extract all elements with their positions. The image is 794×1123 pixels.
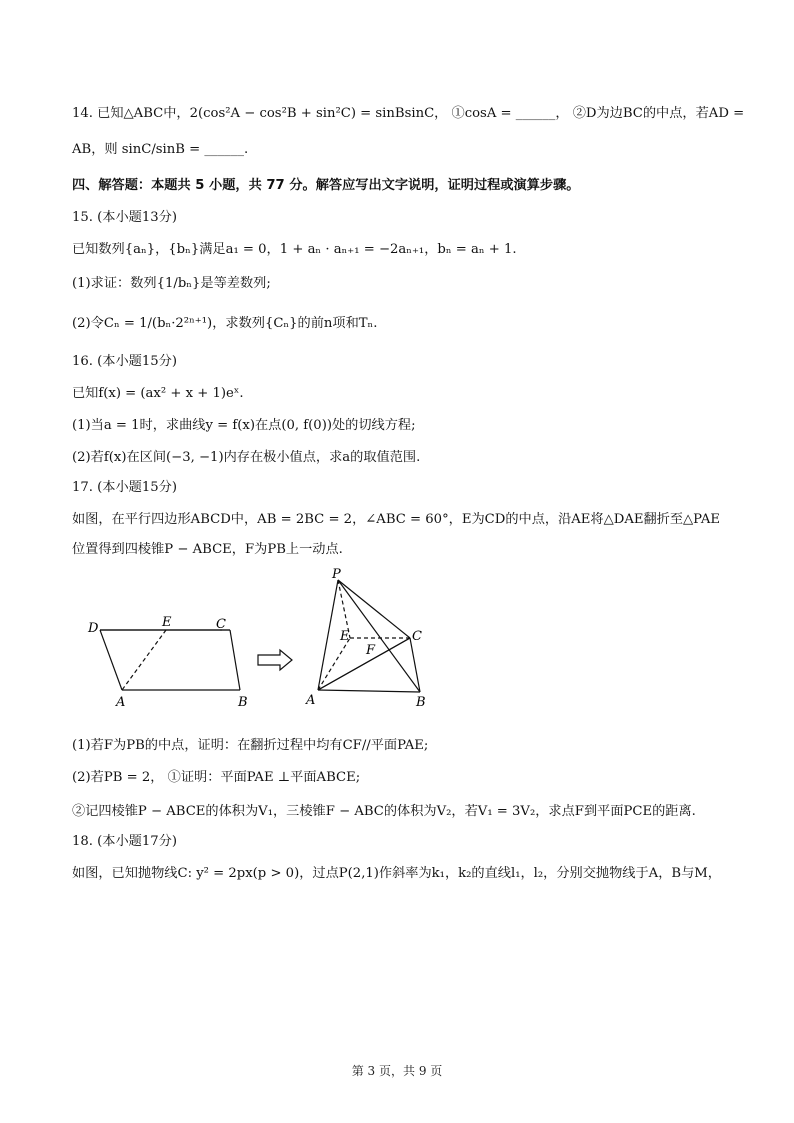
edge-cb xyxy=(230,630,240,690)
q14-line-1: 14. 已知△ABC中，2(cos²A − cos²B + sin²C) = sinBsinC， ①cosA = ______， ②D为边BC的中点，若AD = xyxy=(72,106,745,121)
q17-stem-1: 如图，在平行四边形ABCD中，AB = 2BC = 2，∠ABC = 60°，E为CD的中点，沿AE将△DAE翻折至△PAE xyxy=(72,512,720,527)
label-e: E xyxy=(162,615,172,630)
q15-stem: 已知数列{aₙ}，{bₙ}满足a₁ = 0，1 + aₙ · aₙ₊₁ = −2aₙ₊₁，bₙ = aₙ + 1. xyxy=(72,242,517,257)
arrow-icon xyxy=(258,650,292,670)
q15-part-1: (1)求证：数列{1/bₙ}是等差数列; xyxy=(72,276,271,291)
pyramid-pabce xyxy=(318,580,420,692)
label-a: A xyxy=(116,695,126,710)
label-f: F xyxy=(366,643,376,658)
q16-part-1: (1)当a = 1时，求曲线y = f(x)在点(0, f(0))处的切线方程; xyxy=(72,418,416,433)
edge-af xyxy=(318,655,380,690)
edge-ab2 xyxy=(318,690,420,692)
edge-cb2 xyxy=(410,638,420,692)
q14-line-2: AB，则 sinC/sinB = ______. xyxy=(72,142,249,157)
edge-fc xyxy=(380,638,410,655)
label-c2: C xyxy=(412,629,422,644)
q16-part-2: (2)若f(x)在区间(−3, −1)内存在极小值点，求a的取值范围. xyxy=(72,450,421,465)
q17-figure-svg xyxy=(80,567,440,710)
parallelogram-abcd xyxy=(100,630,240,690)
edge-ae-dashed xyxy=(122,630,166,690)
section-heading: 四、解答题：本题共 5 小题，共 77 分。解答应写出文字说明，证明过程或演算步骤。 xyxy=(72,178,580,193)
label-b2: B xyxy=(416,695,426,710)
label-e2: E xyxy=(340,629,350,644)
q15-part-2: (2)令Cₙ = 1/(bₙ·2²ⁿ⁺¹)，求数列{Cₙ}的前n项和Tₙ. xyxy=(72,316,378,331)
label-d: D xyxy=(88,621,99,636)
q17-stem-2: 位置得到四棱锥P − ABCE，F为PB上一动点. xyxy=(72,542,343,557)
q16-header: 16. (本小题15分) xyxy=(72,354,177,369)
q17-header: 17. (本小题15分) xyxy=(72,480,177,495)
q17-part-3: ②记四棱锥P − ABCE的体积为V₁，三棱锥F − ABC的体积为V₂，若V₁ = 3V₂，求点F到平面PCE的距离. xyxy=(72,804,696,819)
q15-header: 15. (本小题13分) xyxy=(72,210,177,225)
edge-da xyxy=(100,630,122,690)
q18-header: 18. (本小题17分) xyxy=(72,834,177,849)
page-footer: 第 3 页，共 9 页 xyxy=(351,1064,443,1078)
q17-figure xyxy=(80,567,440,710)
label-p: P xyxy=(332,567,341,582)
label-c: C xyxy=(216,617,226,632)
label-a2: A xyxy=(306,693,316,708)
q16-stem: 已知f(x) = (ax² + x + 1)eˣ. xyxy=(72,386,244,401)
label-b: B xyxy=(238,695,248,710)
q17-part-2: (2)若PB = 2， ①证明：平面PAE ⊥平面ABCE; xyxy=(72,770,361,785)
q18-stem: 如图，已知抛物线C: y² = 2px(p > 0)，过点P(2,1)作斜率为k₁，k₂的直线l₁，l₂，分别交抛物线于A，B与M， xyxy=(72,866,721,881)
edge-pa xyxy=(318,580,338,690)
q17-part-1: (1)若F为PB的中点，证明：在翻折过程中均有CF//平面PAE; xyxy=(72,738,429,753)
